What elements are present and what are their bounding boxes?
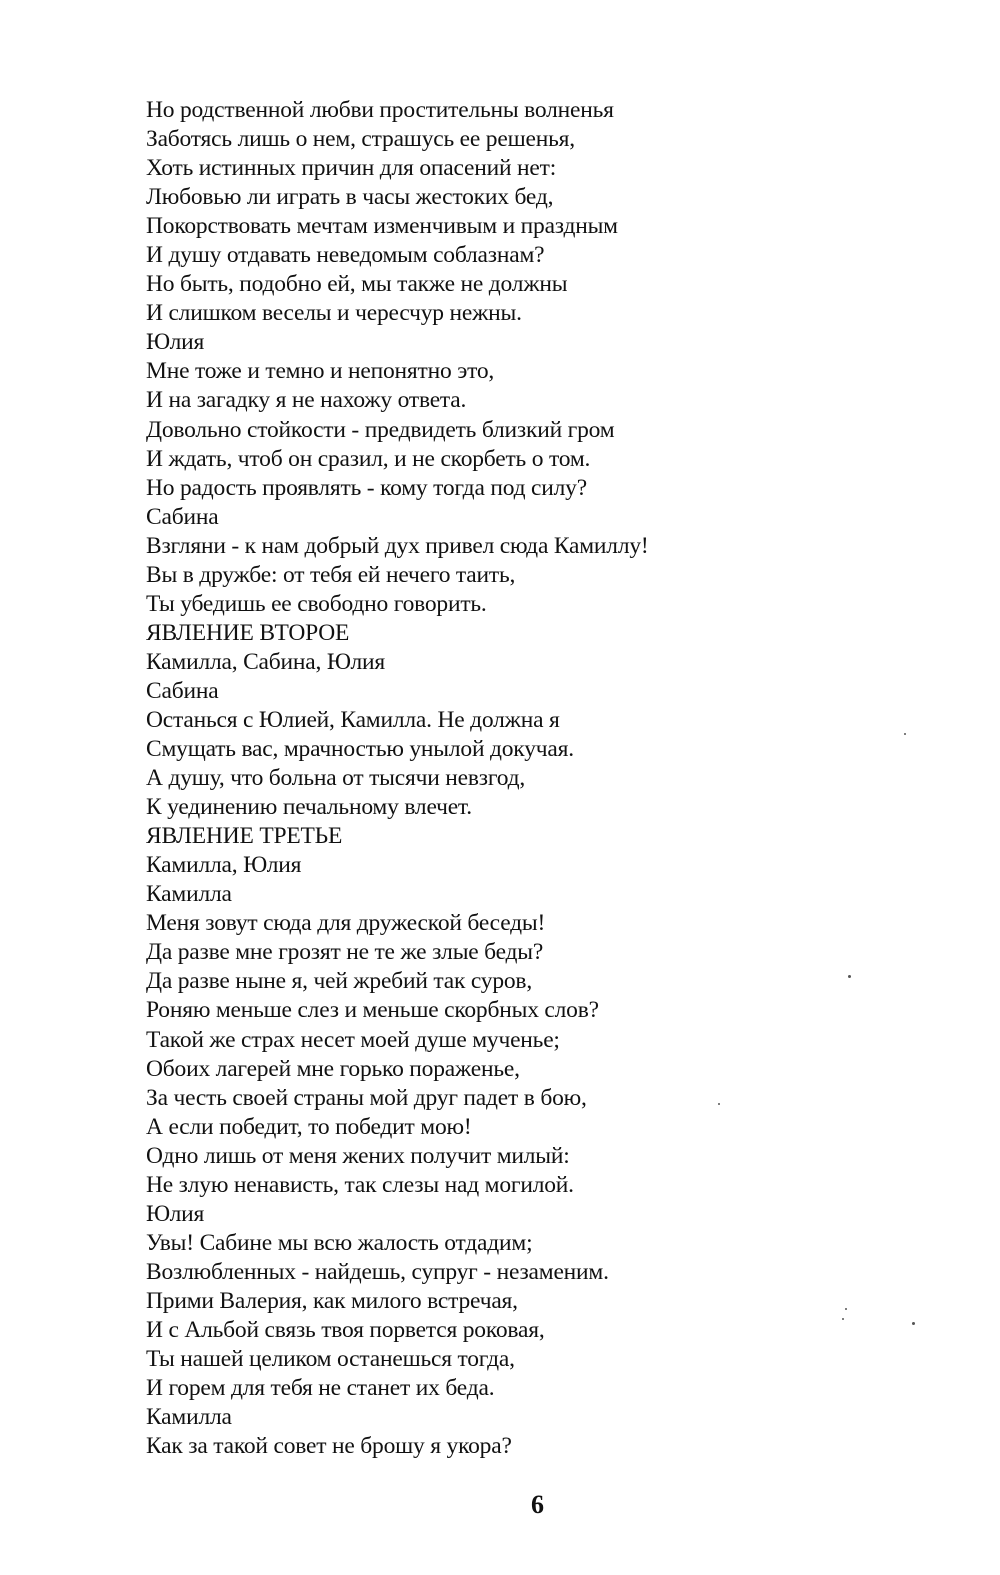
text-line: Но радость проявлять - кому тогда под силу? — [146, 474, 587, 501]
page-number: 6 — [531, 1490, 544, 1519]
text-line: Ты нашей целиком останешься тогда, — [146, 1346, 515, 1373]
text-line: Прими Валерия, как милого встречая, — [146, 1287, 518, 1314]
scan-speck — [718, 1103, 720, 1105]
text-line: ЯВЛЕНИЕ ВТОРОЕ — [146, 619, 350, 646]
scan-speck — [842, 1318, 844, 1320]
text-line: Камилла, Юлия — [146, 852, 302, 879]
text-line: Не злую ненависть, так слезы над могилой. — [146, 1171, 574, 1198]
text-line: И ждать, чтоб он сразил, и не скорбеть о том. — [146, 445, 591, 472]
text-line: Камилла — [146, 1404, 232, 1431]
text-line: Юлия — [146, 329, 205, 356]
text-line: Но быть, подобно ей, мы также не должны — [146, 271, 568, 298]
text-line: Заботясь лишь о нем, страшусь ее решенья, — [146, 126, 575, 153]
text-line: За честь своей страны мой друг падет в бою, — [146, 1084, 587, 1111]
text-line: Хоть истинных причин для опасений нет: — [146, 155, 557, 182]
text-line: И на загадку я не нахожу ответа. — [146, 387, 467, 414]
text-line: Увы! Сабине мы всю жалость отдадим; — [146, 1229, 533, 1256]
scan-speck — [845, 1308, 847, 1310]
text-line: Одно лишь от меня жених получит милый: — [146, 1142, 570, 1169]
text-line: И с Альбой связь твоя порвется роковая, — [146, 1316, 545, 1343]
text-line: Взгляни - к нам добрый дух привел сюда Камиллу! — [146, 532, 649, 559]
text-line: Камилла — [146, 881, 232, 908]
text-line: Довольно стойкости - предвидеть близкий гром — [146, 416, 615, 443]
text-line: Юлия — [146, 1200, 205, 1227]
poem-text-block — [146, 96, 866, 1461]
text-line: И горем для тебя не станет их беда. — [146, 1375, 495, 1402]
text-line: Как за такой совет не брошу я укора? — [146, 1433, 512, 1460]
scan-speck — [848, 975, 851, 978]
text-line: Сабина — [146, 677, 219, 704]
text-line: ЯВЛЕНИЕ ТРЕТЬЕ — [146, 823, 343, 850]
text-line: Да разве ныне я, чей жребий так суров, — [146, 968, 532, 995]
text-line: Возлюбленных - найдешь, супруг - незаменим. — [146, 1258, 609, 1285]
text-line: Меня зовут сюда для дружеской беседы! — [146, 910, 546, 937]
scan-speck — [904, 733, 906, 735]
text-line: Смущать вас, мрачностью унылой докучая. — [146, 736, 574, 763]
text-line: А душу, что больна от тысячи невзгод, — [146, 765, 526, 792]
text-line: К уединению печальному влечет. — [146, 794, 472, 821]
scan-speck — [912, 1322, 915, 1325]
text-line: Но родственной любви простительны волненья — [146, 97, 614, 123]
text-line: А если победит, то победит мою! — [146, 1113, 472, 1140]
text-line: Сабина — [146, 503, 219, 530]
text-line: Роняю меньше слез и меньше скорбных слов? — [146, 997, 599, 1024]
text-line: Вы в дружбе: от тебя ей нечего таить, — [146, 561, 516, 588]
text-line: Такой же страх несет моей душе мученье; — [146, 1026, 560, 1053]
text-line: Покорствовать мечтам изменчивым и праздным — [146, 213, 618, 240]
text-line: Мне тоже и темно и непонятно это, — [146, 358, 495, 385]
text-line: Камилла, Сабина, Юлия — [146, 648, 386, 675]
text-line: Ты убедишь ее свободно говорить. — [146, 590, 487, 617]
text-line: Любовью ли играть в часы жестоких бед, — [146, 184, 554, 211]
text-line: Останься с Юлией, Камилла. Не должна я — [146, 706, 560, 733]
text-line: И душу отдавать неведомым соблазнам? — [146, 242, 545, 269]
text-line: Обоих лагерей мне горько пораженье, — [146, 1055, 520, 1082]
text-line: И слишком веселы и чересчур нежны. — [146, 300, 522, 327]
text-line: Да разве мне грозят не те же злые беды? — [146, 939, 544, 966]
